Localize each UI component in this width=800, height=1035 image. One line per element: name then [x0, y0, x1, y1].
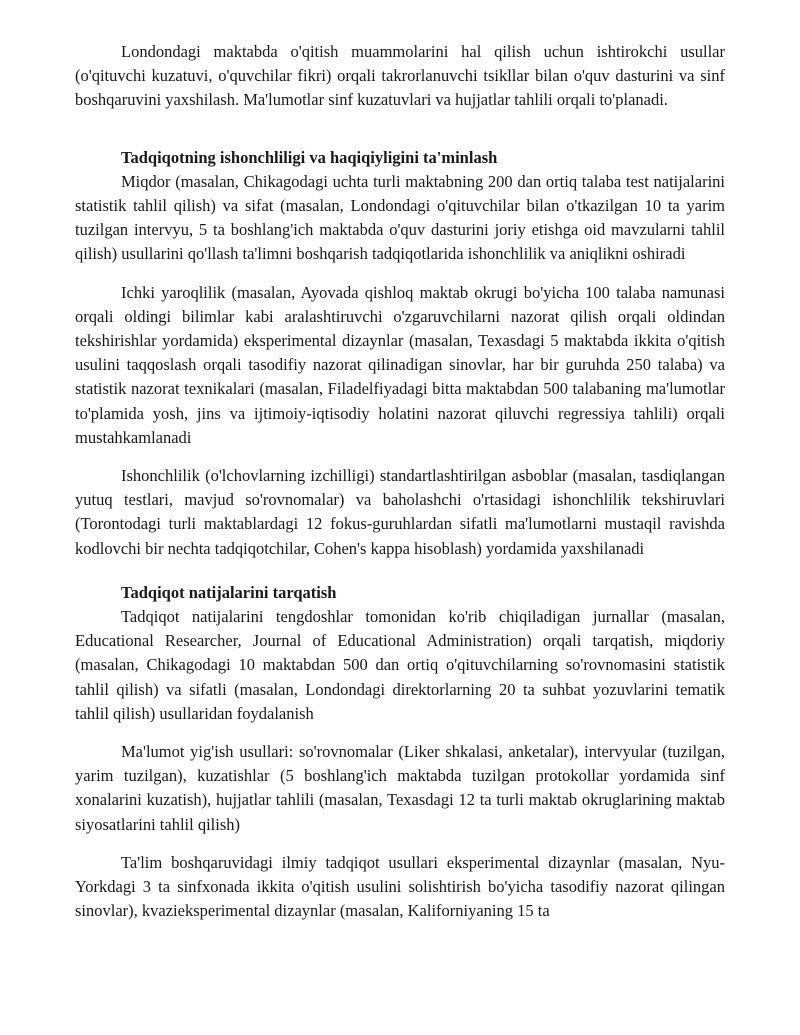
- paragraph-reliability: Ishonchlilik (o'lchovlarning izchilligi) standartlashtirilgan asboblar (masalan, tasdiqlangan yutuq testlari, mavjud so'rovnomalar) va baholashchi o'rtasidagi ishonchlilik tekshiruvlari (Torontodagi turli maktablardagi 12 fokus-guruhlardan sifatli ma'lumotlarni mustaqil ravishda kodlovchi bir nechta tadqiqotchilar, Cohen's kappa hisoblash) yordamida yaxshilanadi: [75, 466, 725, 558]
- paragraph-mixed-methods: Miqdor (masalan, Chikagodagi uchta turli maktabning 200 dan ortiq talaba test natijalarini statistik tahlil qilish) va sifat (masalan, Londondagi o'qituvchilar bilan o'tkazilgan 10 ta yarim tuzilgan intervyu, 5 ta boshlang'ich maktabda o'quv dasturini joriy etishga oid mavzularni tahlil qilish) usullarini qo'llash ta'limni boshqarish tadqiqotlarida ishonchlilik va aniqlikni oshiradi: [75, 171, 725, 264]
- document-page: [75, 40, 725, 924]
- section-heading-dissemination: Tadqiqot natijalarini tarqatish: [121, 582, 337, 602]
- paragraph-research-methods: Ta'lim boshqaruvidagi ilmiy tadqiqot usullari eksperimental dizaynlar (masalan, Nyu-Yorkdagi 3 ta sinfxonada ikkita o'qitish usulini solishtirish bo'yicha tasodifiy nazorat qilingan sinovlar), kvazieksperimental dizaynlar (masalan, Kaliforniyaning 15 ta: [75, 852, 725, 921]
- spacer: [75, 113, 725, 146]
- section-heading-reliability: Tadqiqotning ishonchliligi va haqiqiyligini ta'minlash: [121, 147, 498, 167]
- paragraph-data-collection: Ma'lumot yig'ish usullari: so'rovnomalar (Liker shkalasi, anketalar), intervyular (tuzilgan, yarim tuzilgan), kuzatishlar (5 boshlang'ich maktabda tuzilgan protokollar yordamida sinf xonalarini kuzatish), hujjatlar tahlili (masalan, Texasdagi 12 ta turli maktab okruglarining maktab siyosatlarini tahlil qilish): [75, 742, 725, 834]
- paragraph-internal-validity: Ichki yaroqlilik (masalan, Ayovada qishloq maktab okrugi bo'yicha 100 talaba namunasi orqali oldingi bilimlar kabi aralashtiruvchi o'zgaruvchilarni nazorat qilish orqali oldindan tekshirishlar yordamida) eksperimental dizaynlar (masalan, Texasdagi 5 maktabda ikkita o'qitish usulini taqqoslash orqali tasodifiy nazorat qilinadigan sinovlar, har bir guruhda 250 talaba) va statistik nazorat texnikalari (masalan, Filadelfiyadagi bitta maktabdan 500 talabaning ma'lumotlar to'plamida yosh, jins va ijtimoiy-iqtisodiy holatini nazorat qiluvchi regressiya tahlili) orqali mustahkamlanadi: [75, 282, 725, 447]
- paragraph-dissemination: Tadqiqot natijalarini tengdoshlar tomonidan ko'rib chiqiladigan jurnallar (masalan, Educational Researcher, Journal of Educational Administration) orqali tarqatish, miqdoriy (masalan, Chikagodagi 10 maktabdan 500 dan ortiq o'qituvchilarning so'rovnomasini statistik tahlil qilish) va sifatli (masalan, Londondagi direktorlarning 20 ta suhbat yozuvlarini tematik tahlil qilish) usullaridan foydalanish: [75, 607, 725, 723]
- intro-paragraph: Londondagi maktabda o'qitish muammolarini hal qilish uchun ishtirokchi usullar (o'qituvchi kuzatuvi, o'quvchilar fikri) orqali takrorlanuvchi tsikllar bilan o'quv dasturini va sinf boshqaruvini yaxshilash. Ma'lumotlar sinf kuzatuvlari va hujjatlar tahlili orqali to'planadi.: [75, 42, 725, 110]
